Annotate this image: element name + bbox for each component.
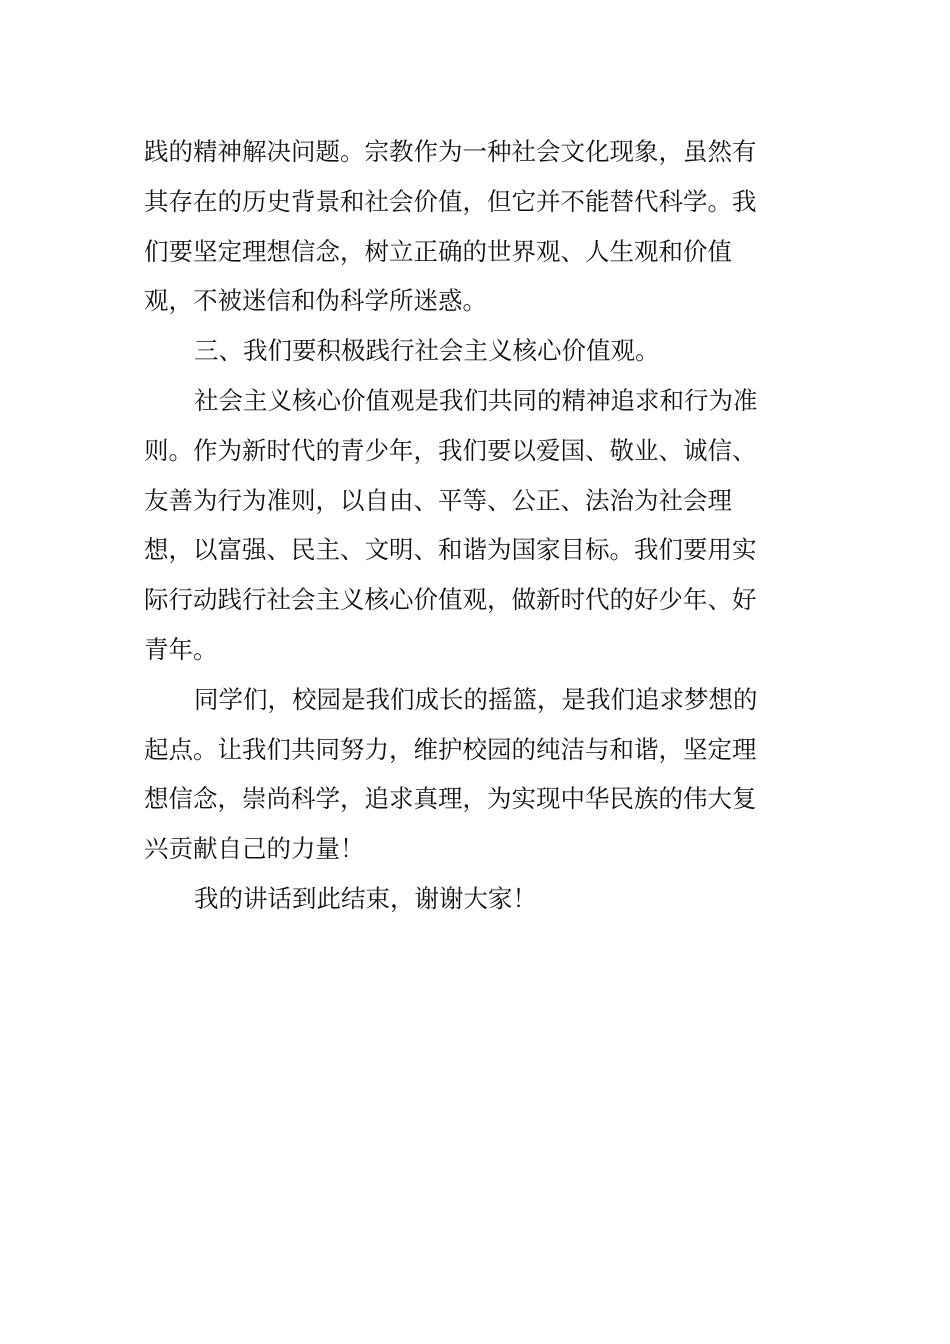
text-line: 观，不被迷信和伪科学所迷惑。 (144, 286, 487, 316)
text-line: 则。作为新时代的青少年，我们要以爱国、敬业、诚信、 (144, 435, 757, 465)
text-line: 想信念，崇尚科学，追求真理，为实现中华民族的伟大复 (144, 784, 757, 814)
paragraph-ending (144, 874, 788, 924)
text-line: 想，以富强、民主、文明、和谐为国家目标。我们要用实 (144, 535, 757, 565)
paragraph-core-values (144, 376, 788, 675)
heading-line: 三、我们要积极践行社会主义核心价值观。 (194, 336, 660, 366)
text-line: 友善为行为准则，以自由、平等、公正、法治为社会理 (144, 485, 732, 515)
text-line: 青年。 (144, 634, 218, 664)
text-line: 社会主义核心价值观是我们共同的精神追求和行为准 (194, 385, 758, 415)
text-line: 践的精神解决问题。宗教作为一种社会文化现象，虽然有 (144, 137, 757, 166)
text-line: 我的讲话到此结束，谢谢大家！ (194, 883, 537, 913)
document-body (144, 127, 788, 924)
paragraph-continuation (144, 127, 788, 326)
text-line: 起点。让我们共同努力，维护校园的纯洁与和谐，坚定理 (144, 734, 757, 764)
text-line: 际行动践行社会主义核心价值观，做新时代的好少年、好 (144, 585, 757, 615)
text-line: 同学们，校园是我们成长的摇篮，是我们追求梦想的 (194, 684, 758, 714)
paragraph-closing-appeal (144, 675, 788, 874)
text-line: 其存在的历史背景和社会价值，但它并不能替代科学。我 (144, 186, 757, 216)
text-line: 兴贡献自己的力量！ (144, 834, 365, 864)
text-line: 们要坚定理想信念，树立正确的世界观、人生观和价值 (144, 236, 732, 266)
section-heading (144, 326, 788, 376)
